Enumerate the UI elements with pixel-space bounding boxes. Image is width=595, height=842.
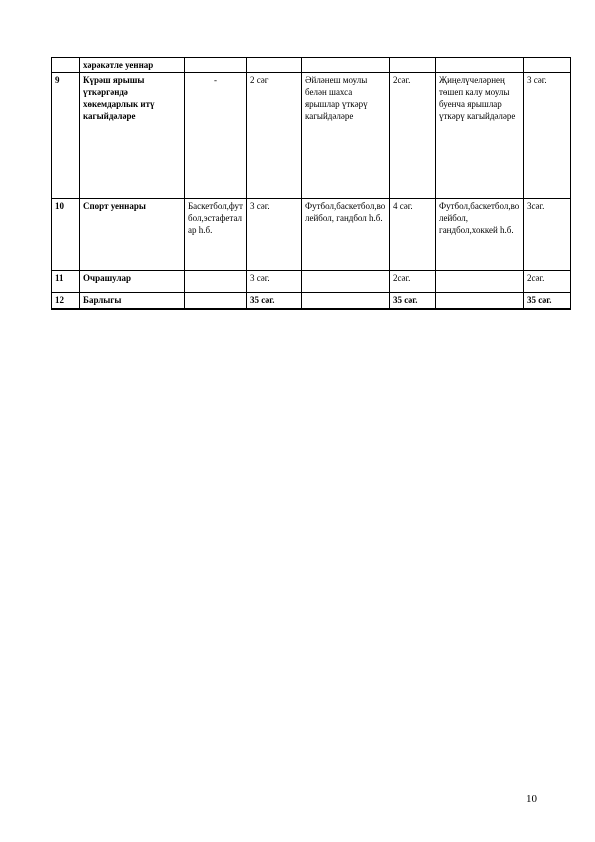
cell-c4: 4 сәг. — [390, 199, 436, 271]
cell-c4: 35 сәг. — [390, 293, 436, 309]
curriculum-table — [51, 57, 571, 310]
row-title: хәрәкәтле уеннар — [80, 58, 185, 73]
cell-c3: Футбол,баскетбол,волейбол, гандбол һ.б. — [302, 199, 390, 271]
cell-c5 — [436, 271, 524, 293]
row-number: 12 — [52, 293, 80, 309]
cell-c2: 3 сәг. — [247, 199, 302, 271]
row-title: Спорт уеннары — [80, 199, 185, 271]
table-row — [52, 73, 571, 199]
cell-c1 — [185, 271, 247, 293]
row-number — [52, 58, 80, 73]
cell-c3 — [302, 58, 390, 73]
table-row — [52, 58, 571, 73]
cell-c4 — [390, 58, 436, 73]
cell-c6: 35 сәг. — [524, 293, 571, 309]
cell-c5: Футбол,баскетбол,волейбол, гандбол,хоккей һ.б. — [436, 199, 524, 271]
cell-c5 — [436, 58, 524, 73]
cell-c6: 3сәг. — [524, 199, 571, 271]
cell-c3: Әйләнеш моулы белән шахса ярышлар үткәрү кагыйдәләре — [302, 73, 390, 199]
row-number: 11 — [52, 271, 80, 293]
cell-c1 — [185, 58, 247, 73]
row-title: Барлыгы — [80, 293, 185, 309]
cell-c2: 2 сәг — [247, 73, 302, 199]
cell-c4: 2сәг. — [390, 73, 436, 199]
cell-c1 — [185, 293, 247, 309]
row-number: 10 — [52, 199, 80, 271]
page-number: 10 — [526, 793, 537, 805]
cell-c5: Җиңелүчеләрнең төшеп калу моулы буенча ярышлар үткәрү кагыйдәләре — [436, 73, 524, 199]
cell-c2 — [247, 58, 302, 73]
cell-c6: 2сәг. — [524, 271, 571, 293]
table-row-total — [52, 293, 571, 309]
cell-c5 — [436, 293, 524, 309]
cell-c6: 3 сәг. — [524, 73, 571, 199]
cell-c4: 2сәг. — [390, 271, 436, 293]
row-number: 9 — [52, 73, 80, 199]
cell-c6 — [524, 58, 571, 73]
table-row — [52, 271, 571, 293]
table-row — [52, 199, 571, 271]
row-title: Күрәш ярышы үткәргәндә хөкемдарлык итү кагыйдәләре — [80, 73, 185, 199]
cell-c3 — [302, 293, 390, 309]
cell-c2: 35 сәг. — [247, 293, 302, 309]
row-title: Очрашулар — [80, 271, 185, 293]
cell-c2: 3 сәг. — [247, 271, 302, 293]
cell-c1: - — [185, 73, 247, 199]
cell-c1: Баскетбол,футбол,эстафеталар һ.б. — [185, 199, 247, 271]
cell-c3 — [302, 271, 390, 293]
